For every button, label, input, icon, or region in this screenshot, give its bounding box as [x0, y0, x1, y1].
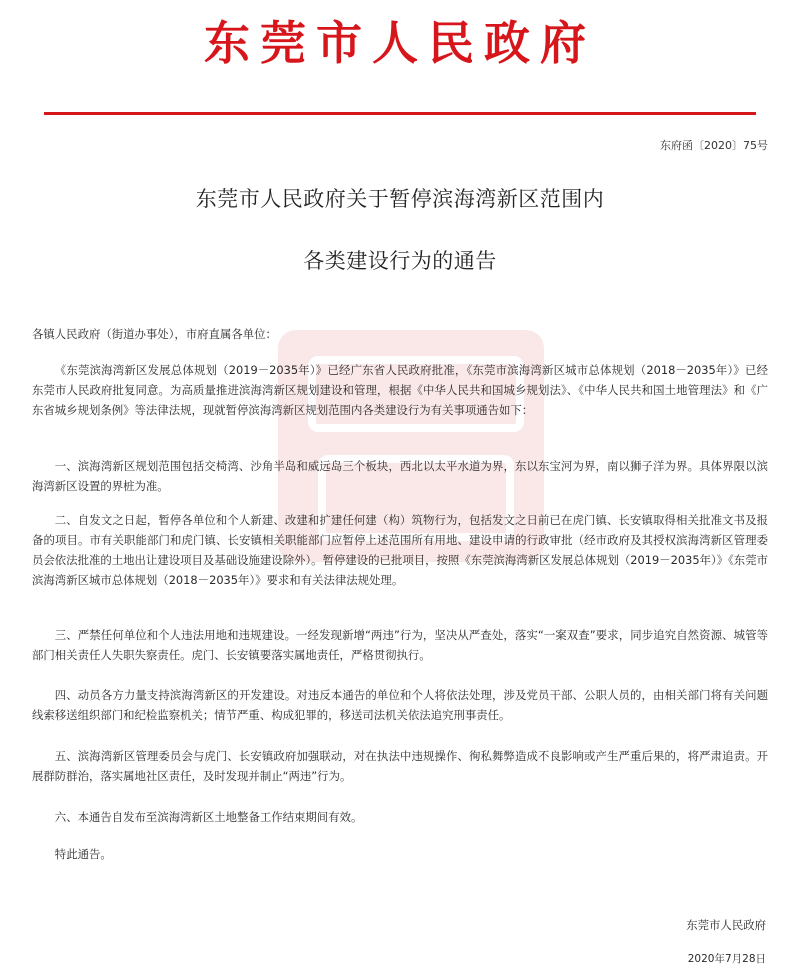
issue-date: 2020年7月28日 — [687, 953, 766, 965]
closing-statement: 特此通告。 — [54, 847, 112, 861]
paragraph-3: 三、严禁任何单位和个人违法用地和违规建设。一经发现新增“两违”行为，坚决从严查处，落实“一案双查”要求，同步追究自然资源、城管等部门相关责任人失职失察责任。虎门、长安镇要落实属地责任，严格贯彻执行。 — [32, 628, 768, 662]
paragraph-1: 一、滨海湾新区规划范围包括交椅湾、沙角半岛和威远岛三个板块，西北以太平水道为界，东以东宝河为界，南以狮子洋为界。具体界限以滨海湾新区设置的界桩为准。 — [32, 459, 768, 493]
issuer-header: 东莞市人民政府 — [204, 16, 596, 70]
notice-title-line-2: 各类建设行为的通告 — [303, 249, 497, 273]
paragraph-4: 四、动员各方力量支持滨海湾新区的开发建设。对违反本通告的单位和个人将依法处理，涉及党员干部、公职人员的，由相关部门将有关问题线索移送组织部门和纪检监察机关；情节严重、构成犯罪的，移送司法机关依法追究刑事责任。 — [32, 688, 768, 722]
paragraph-6: 六、本通告自发布至滨海湾新区土地整备工作结束期间有效。 — [54, 810, 363, 824]
notice-title-line-1: 东莞市人民政府关于暂停滨海湾新区范围内 — [195, 187, 605, 211]
red-divider-line — [44, 112, 756, 115]
paragraph-5: 五、滨海湾新区管理委员会与虎门、长安镇政府加强联动，对在执法中违规操作、徇私舞弊造成不良影响或产生严重后果的，将严肃追责。开展群防群治，落实属地社区责任，及时发现并制止“两违”行为。 — [32, 749, 768, 783]
document-number: 东府函〔2020〕75号 — [660, 139, 768, 152]
salutation: 各镇人民政府（街道办事处），市府直属各单位： — [32, 327, 277, 341]
paragraph-2: 二、自发文之日起，暂停各单位和个人新建、改建和扩建任何建（构）筑物行为，包括发文之日前已在虎门镇、长安镇取得相关批准文书及报备的项目。市有关职能部门和虎门镇、长安镇相关职能部门应暂停上述范围所有用地、建设申请的行政审批（经市政府及其授权滨海湾新区管理委员会依法批准的土地出让建设项目及基础设施建设除外）。暂停建设的已批项目，按照《东莞滨海湾新区发展总体规划（2019－2035年）》《东莞市滨海湾新区城市总体规划（2018－2035年）》要求和有关法律法规处理。 — [32, 513, 768, 587]
signature: 东莞市人民政府 — [686, 918, 766, 932]
paragraph-intro: 《东莞滨海湾新区发展总体规划（2019－2035年）》已经广东省人民政府批准，《东莞市滨海湾新区城市总体规划（2018－2035年）》已经东莞市人民政府批复同意。为高质量推进滨海湾新区规划建设和管理，根据《中华人民共和国城乡规划法》、《中华人民共和国土地管理法》和《广东省城乡规划条例》等法律法规，现就暂停滨海湾新区规划范围内各类建设行为有关事项通告如下： — [32, 363, 768, 417]
